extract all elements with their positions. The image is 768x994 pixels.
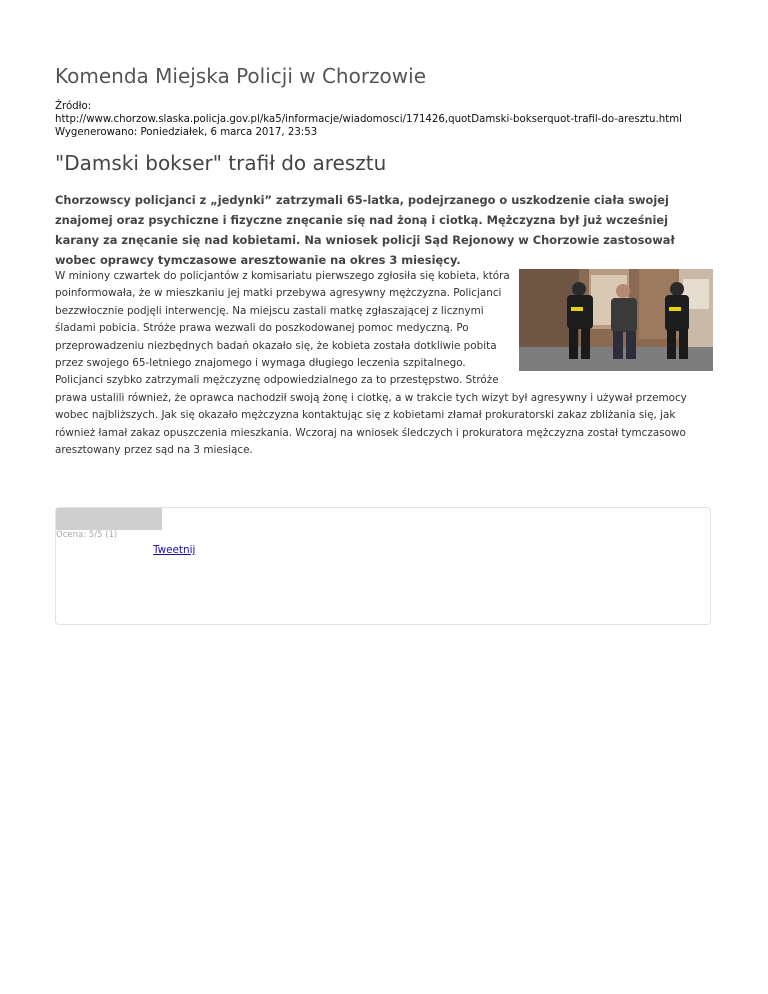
source-label: Źródło: — [55, 101, 92, 112]
source-url: http://www.chorzow.slaska.policja.gov.pl/ka5/informacje/wiadomosci/171426,quotDamski-bokserquot-trafil-do-aresztu.html — [55, 114, 682, 125]
article-lead: Chorzowscy policjanci z „jedynki” zatrzymali 65-latka, podejrzanego o uszkodzenie ciała swojej znajomej oraz psychiczne i fizyczne znęcanie się nad żoną i ciotką. Mężczyzna był już wcześniej karany za znęcanie się nad kobietami. Na wniosek policji Sąd Rejonowy w Chorzowie zastosował wobec oprawcy tymczasowe aresztowanie na okres 3 miesięcy. — [55, 193, 675, 267]
article-body-text: W miniony czwartek do policjantów z komisariatu pierwszego zgłosiła się kobieta, która poinformowała, że w mieszkaniu jej matki przebywa agresywny mężczyzna. Policjanci bezzwłocznie podjęli interwencję. Na miejscu zastali matkę zgłaszającej z licznymi śladami pobicia. Stróże prawa wezwali do poszkodowanej pomoc medyczną. Po przeprowadzeniu niezbędnych badań okazało się, że kobieta została dotkliwie pobita przez swojego 65-letniego znajomego i wymaga długiego leczenia szpitalnego. Policjanci szybko zatrzymali mężczyznę odpowiedzialnego za to przestępstwo. Stróże prawa ustalili również, że oprawca nachodził swoją żonę i ciotkę, a w trakcie tych wizyt był agresywny i używał przemocy wobec najbliższych. Jak się okazało mężczyzna kontaktując się z kobietami złamał prokuratorski zakaz zbliżania się, jak również łamał zakaz opuszczenia mieszkania. Wczoraj na wniosek śledczych i prokuratora mężczyzna został tymczasowo aresztowany przez sąd na 3 miesiące. — [55, 270, 687, 457]
rating-stars[interactable] — [56, 508, 162, 530]
generated-date: Wygenerowano: Poniedziałek, 6 marca 2017, 23:53 — [55, 127, 318, 138]
article-body — [55, 268, 713, 459]
source-meta — [55, 100, 682, 139]
article-photo — [519, 269, 713, 371]
site-title: Komenda Miejska Policji w Chorzowie — [55, 64, 426, 88]
rating-box — [55, 507, 711, 625]
article-title: "Damski bokser" trafił do aresztu — [55, 151, 387, 175]
rating-label: Ocena: 5/5 (1) — [56, 530, 118, 540]
tweet-link[interactable]: Tweetnij — [153, 544, 196, 556]
